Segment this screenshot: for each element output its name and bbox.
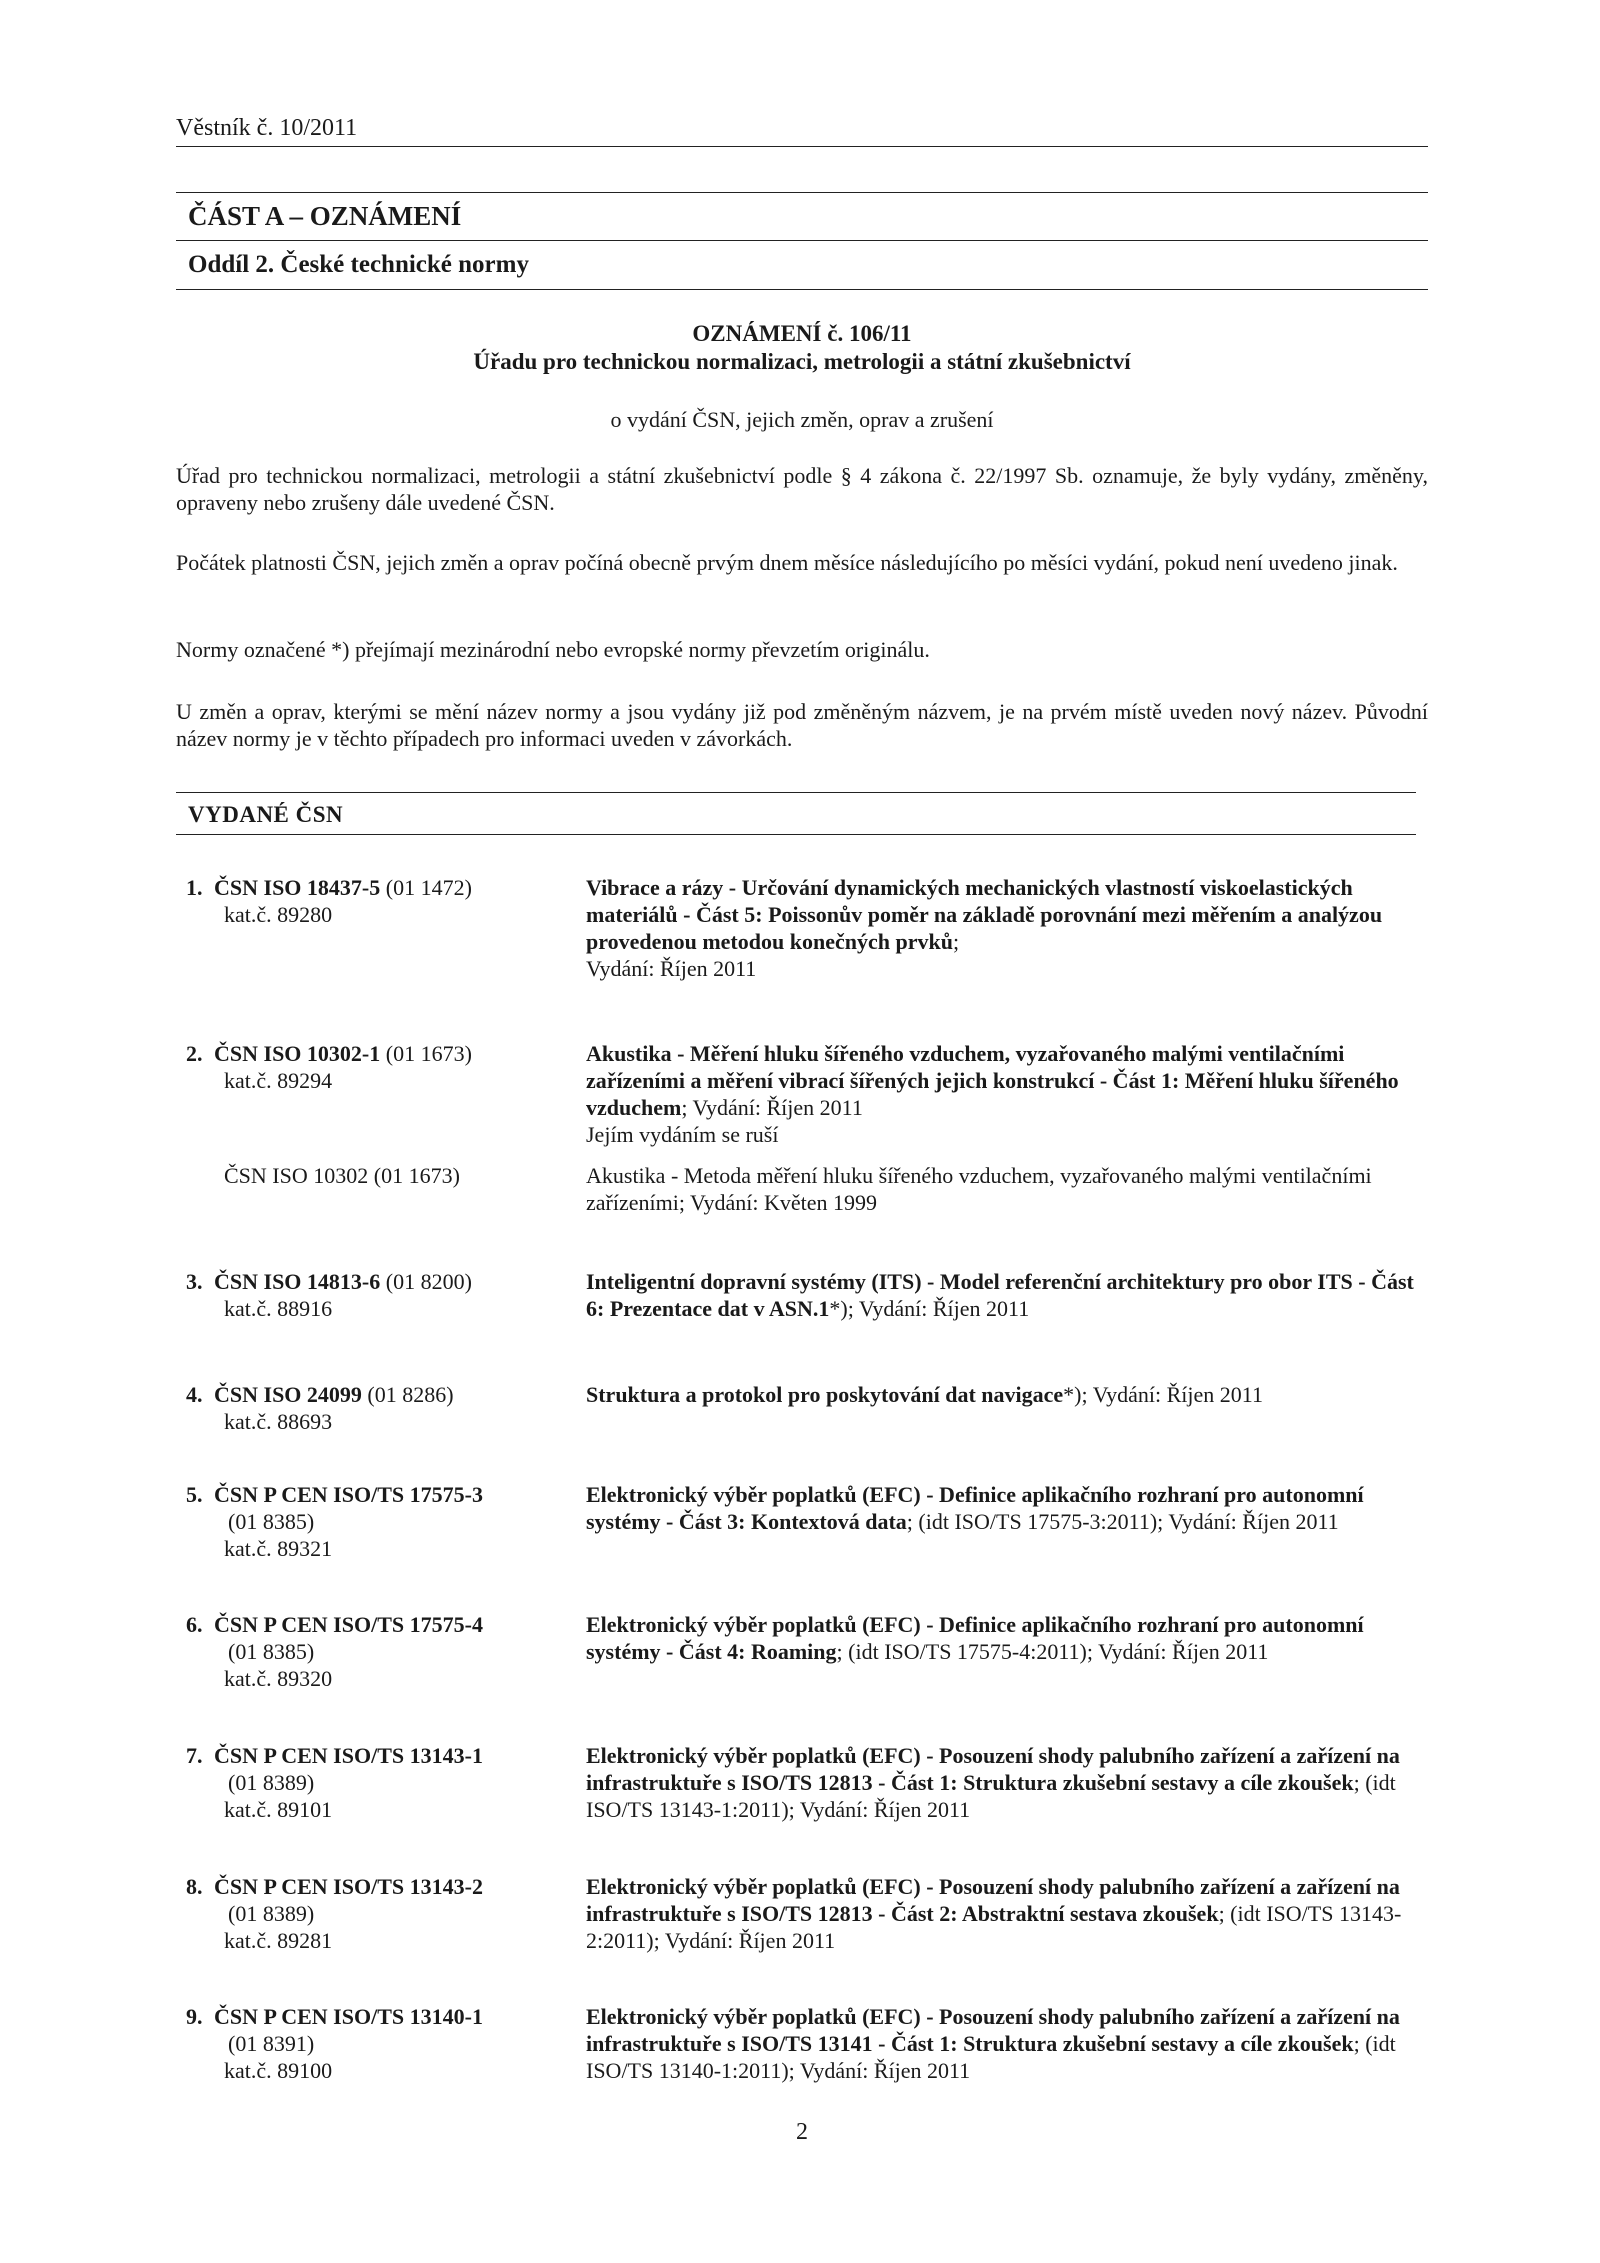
entry-title: Elektronický výběr poplatků (EFC) - Definice aplikačního rozhraní pro autonomní systémy - Část 4: Roaming — [586, 1612, 1364, 1664]
entry-code: ČSN ISO 10302-1 — [214, 1041, 381, 1066]
cancelled-code: ČSN ISO 10302 (01 1673) — [224, 1163, 460, 1188]
entry-title: Struktura a protokol pro poskytování dat navigace — [586, 1382, 1064, 1407]
entry-number: 8. — [186, 1874, 203, 1899]
entry-description — [586, 1040, 1421, 1148]
intro-paragraph: Úřad pro technickou normalizaci, metrologii a státní zkušebnictví podle § 4 zákona č. 22/1997 Sb. oznamuje, že byly vydány, změněny, opraveny nebo zrušeny dále uvedené ČSN. — [176, 463, 1428, 515]
issued-top-rule — [176, 792, 1416, 793]
entry-catalog: kat.č. 88916 — [224, 1296, 333, 1321]
entry-identifier — [176, 1268, 576, 1322]
entry-catalog: kat.č. 89100 — [224, 2058, 333, 2083]
section-bottom-rule — [176, 289, 1428, 290]
cancelled-identifier — [176, 1162, 576, 1189]
entry-code: ČSN ISO 24099 — [214, 1382, 362, 1407]
entry-catalog: kat.č. 89281 — [224, 1928, 333, 1953]
header-rule — [176, 146, 1428, 147]
entry-identifier — [176, 1040, 576, 1094]
notice-number: OZNÁMENÍ č. 106/11 — [692, 321, 912, 346]
part-bottom-rule — [176, 240, 1428, 241]
entry-tail: ; (idt ISO/TS 17575-3:2011); Vydání: Říjen 2011 — [906, 1509, 1339, 1534]
entry-class: (01 8286) — [367, 1382, 454, 1407]
entry-title: Elektronický výběr poplatků (EFC) - Posouzení shody palubního zařízení a zařízení na infrastruktuře s ISO/TS 12813 - Část 1: Struktura zkušební sestavy a cíle zkoušek — [586, 1743, 1400, 1795]
adoption-paragraph: Normy označené *) přejímají mezinárodní nebo evropské normy převzetím originálu. — [176, 637, 930, 662]
page-number: 2 — [796, 2119, 808, 2145]
entry-title: Elektronický výběr poplatků (EFC) - Posouzení shody palubního zařízení a zařízení na infrastruktuře s ISO/TS 13141 - Část 1: Struktura zkušební sestavy a cíle zkoušek — [586, 2004, 1400, 2056]
entry-class: (01 1673) — [385, 1041, 472, 1066]
entry-description — [586, 1873, 1421, 1954]
entry-title: Elektronický výběr poplatků (EFC) - Definice aplikačního rozhraní pro autonomní systémy - Část 3: Kontextová data — [586, 1482, 1364, 1534]
rename-paragraph: U změn a oprav, kterými se mění název normy a jsou vydány již pod změněným názvem, je na prvém místě uveden nový název. Původní název normy je v těchto případech pro informaci uveden v závorkách. — [176, 699, 1428, 751]
entry-identifier — [176, 1873, 576, 1954]
entry-catalog: kat.č. 89280 — [224, 902, 333, 927]
running-head: Věstník č. 10/2011 — [176, 115, 358, 141]
entry-title: Inteligentní dopravní systémy (ITS) - Model referenční architektury pro obor ITS - Část 6: Prezentace dat v ASN.1 — [586, 1269, 1414, 1321]
issued-heading: VYDANÉ ČSN — [188, 802, 344, 827]
cancel-note: Jejím vydáním se ruší — [586, 1122, 779, 1147]
entry-code: ČSN P CEN ISO/TS 17575-4 — [214, 1612, 483, 1637]
entry-tail: ; Vydání: Říjen 2011 — [681, 1095, 863, 1120]
entry-code: ČSN ISO 18437-5 — [214, 875, 381, 900]
entry-number: 6. — [186, 1612, 203, 1637]
entry-tail: ; — [952, 929, 960, 954]
entry-number: 9. — [186, 2004, 203, 2029]
issued-bottom-rule — [176, 834, 1416, 835]
entry-tail: *); Vydání: Říjen 2011 — [1063, 1382, 1263, 1407]
entry-class: (01 8391) — [228, 2031, 315, 2056]
entry-identifier — [176, 2003, 576, 2084]
entry-description — [586, 1611, 1421, 1665]
entry-identifier — [176, 1742, 576, 1823]
part-top-rule — [176, 192, 1428, 193]
entry-description — [586, 2003, 1421, 2084]
notice-issuer: Úřadu pro technickou normalizaci, metrologii a státní zkušebnictví — [473, 349, 1131, 374]
entry-description — [586, 874, 1421, 982]
entry-identifier — [176, 1611, 576, 1692]
notice-subject: o vydání ČSN, jejich změn, oprav a zrušení — [610, 407, 994, 432]
entry-catalog: kat.č. 89320 — [224, 1666, 333, 1691]
entry-number: 7. — [186, 1743, 203, 1768]
entry-description — [586, 1381, 1421, 1408]
entry-number: 1. — [186, 875, 203, 900]
entry-description — [586, 1742, 1421, 1823]
entry-class: (01 8389) — [228, 1770, 315, 1795]
entry-number: 3. — [186, 1269, 203, 1294]
entry-code: ČSN P CEN ISO/TS 17575-3 — [214, 1482, 483, 1507]
entry-catalog: kat.č. 89101 — [224, 1797, 333, 1822]
entry-title: Elektronický výběr poplatků (EFC) - Posouzení shody palubního zařízení a zařízení na infrastruktuře s ISO/TS 12813 - Část 2: Abstraktní sestava zkoušek — [586, 1874, 1400, 1926]
validity-paragraph: Počátek platnosti ČSN, jejich změn a oprav počíná obecně prvým dnem měsíce následujícího po měsíci vydání, pokud není uvedeno jinak. — [176, 550, 1398, 575]
entry-tail: ; (idt ISO/TS 13143-2:2011); Vydání: Říjen 2011 — [586, 1901, 1402, 1953]
entry-title: Akustika - Měření hluku šířeného vzduchem, vyzařovaného malými ventilačními zařízeními a měření vibrací šířených jejich konstrukcí - Část 1: Měření hluku šířeného vzduchem — [586, 1041, 1399, 1120]
entry-tail: ; (idt ISO/TS 13143-1:2011); Vydání: Říjen 2011 — [586, 1770, 1396, 1822]
section-title: Oddíl 2. České technické normy — [188, 251, 529, 278]
entry-identifier — [176, 1481, 576, 1562]
entry-catalog: kat.č. 88693 — [224, 1409, 333, 1434]
entry-catalog: kat.č. 89294 — [224, 1068, 333, 1093]
entry-code: ČSN P CEN ISO/TS 13140-1 — [214, 2004, 483, 2029]
part-title: ČÁST A – OZNÁMENÍ — [188, 201, 462, 231]
entry-description — [586, 1268, 1421, 1322]
entry-class: (01 1472) — [385, 875, 472, 900]
entry-description — [586, 1481, 1421, 1535]
entry-tail: ; (idt ISO/TS 13140-1:2011); Vydání: Říjen 2011 — [586, 2031, 1396, 2083]
entry-code: ČSN P CEN ISO/TS 13143-1 — [214, 1743, 483, 1768]
entry-number: 2. — [186, 1041, 203, 1066]
entry-code: ČSN ISO 14813-6 — [214, 1269, 381, 1294]
cancelled-description: Akustika - Metoda měření hluku šířeného vzduchem, vyzařovaného malými ventilačními zařízeními; Vydání: Květen 1999 — [586, 1163, 1372, 1215]
entry-identifier — [176, 874, 576, 928]
entry-class: (01 8385) — [228, 1509, 315, 1534]
entry-catalog: kat.č. 89321 — [224, 1536, 333, 1561]
entry-code: ČSN P CEN ISO/TS 13143-2 — [214, 1874, 483, 1899]
entry-number: 5. — [186, 1482, 203, 1507]
entry-tail: ; (idt ISO/TS 17575-4:2011); Vydání: Říjen 2011 — [836, 1639, 1269, 1664]
entry-identifier — [176, 1381, 576, 1435]
entry-class: (01 8200) — [385, 1269, 472, 1294]
entry-class: (01 8385) — [228, 1639, 315, 1664]
entry-number: 4. — [186, 1382, 203, 1407]
entry-tail: *); Vydání: Říjen 2011 — [829, 1296, 1030, 1321]
entry-issue: Vydání: Říjen 2011 — [586, 956, 757, 981]
entry-class: (01 8389) — [228, 1901, 315, 1926]
entry-title: Vibrace a rázy - Určování dynamických mechanických vlastností viskoelastických materiálů - Část 5: Poissonův poměr na základě porovnání mezi měřením a analýzou provedenou metodou konečných prvků — [586, 875, 1383, 954]
